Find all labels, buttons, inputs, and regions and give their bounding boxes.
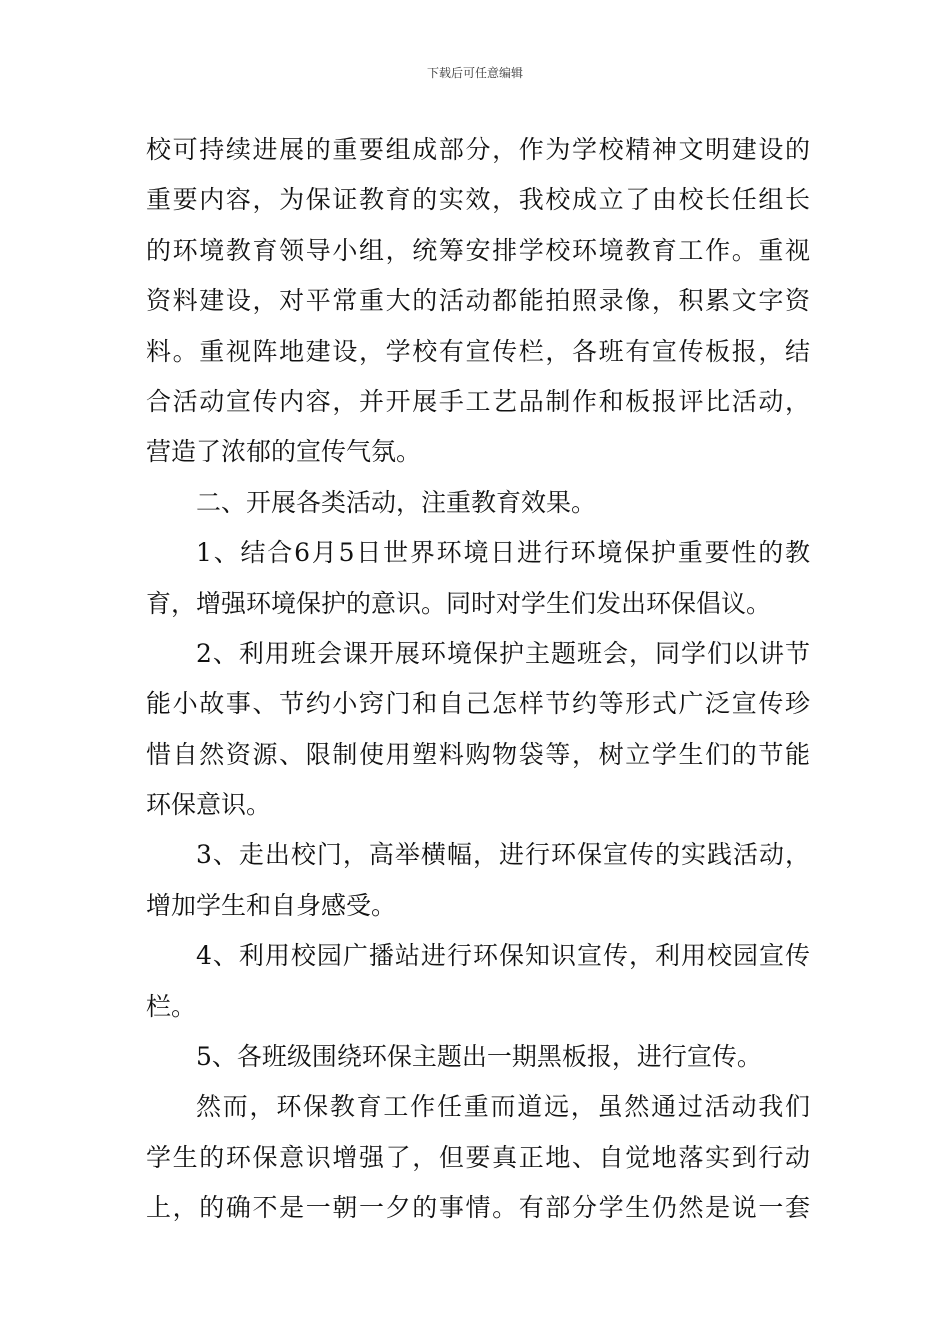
text-line: 资料建设，对平常重大的活动都能拍照录像，积累文字资 — [146, 286, 810, 316]
list-item-line: 4、利用校园广播站进行环保知识宣传，利用校园宣传 — [196, 941, 810, 971]
section-heading: 二、开展各类活动，注重教育效果。 — [196, 487, 597, 517]
text-line: 学生的环保意识增强了，但要真正地、自觉地落实到行动 — [146, 1142, 810, 1172]
text-line: 重要内容，为保证教育的实效，我校成立了由校长任组长 — [146, 185, 810, 215]
text-line: 增加学生和自身感受。 — [146, 890, 397, 920]
list-item-line: 5、各班级围绕环保主题出一期黑板报，进行宣传。 — [196, 1042, 762, 1072]
header-note: 下载后可任意编辑 — [426, 66, 523, 80]
list-item-line: 3、走出校门，高举横幅，进行环保宣传的实践活动， — [196, 840, 810, 870]
text-line: 合活动宣传内容，并开展手工艺品制作和板报评比活动， — [146, 386, 810, 416]
list-item-line: 1、结合6月5日世界环境日进行环境保护重要性的教 — [196, 538, 810, 568]
text-line: 营造了浓郁的宣传气氛。 — [146, 437, 422, 467]
text-line: 育，增强环境保护的意识。同时对学生们发出环保倡议。 — [146, 588, 772, 618]
text-line: 上，的确不是一朝一夕的事情。有部分学生仍然是说一套 — [146, 1193, 810, 1223]
text-line: 校可持续进展的重要组成部分，作为学校精神文明建设的 — [146, 135, 810, 164]
document-body — [146, 125, 810, 1234]
text-line: 能小故事、节约小窍门和自己怎样节约等形式广泛宣传珍 — [146, 689, 810, 719]
text-line: 料。重视阵地建设，学校有宣传栏，各班有宣传板报，结 — [146, 336, 810, 366]
list-item-line: 2、利用班会课开展环境保护主题班会，同学们以讲节 — [196, 638, 810, 668]
text-line: 栏。 — [146, 991, 197, 1021]
text-line: 的环境教育领导小组，统筹安排学校环境教育工作。重视 — [146, 235, 810, 265]
text-line: 惜自然资源、限制使用塑料购物袋等，树立学生们的节能 — [146, 739, 810, 769]
text-line: 环保意识。 — [146, 790, 272, 820]
paragraph-line: 然而，环保教育工作任重而道远，虽然通过活动我们 — [196, 1092, 810, 1122]
